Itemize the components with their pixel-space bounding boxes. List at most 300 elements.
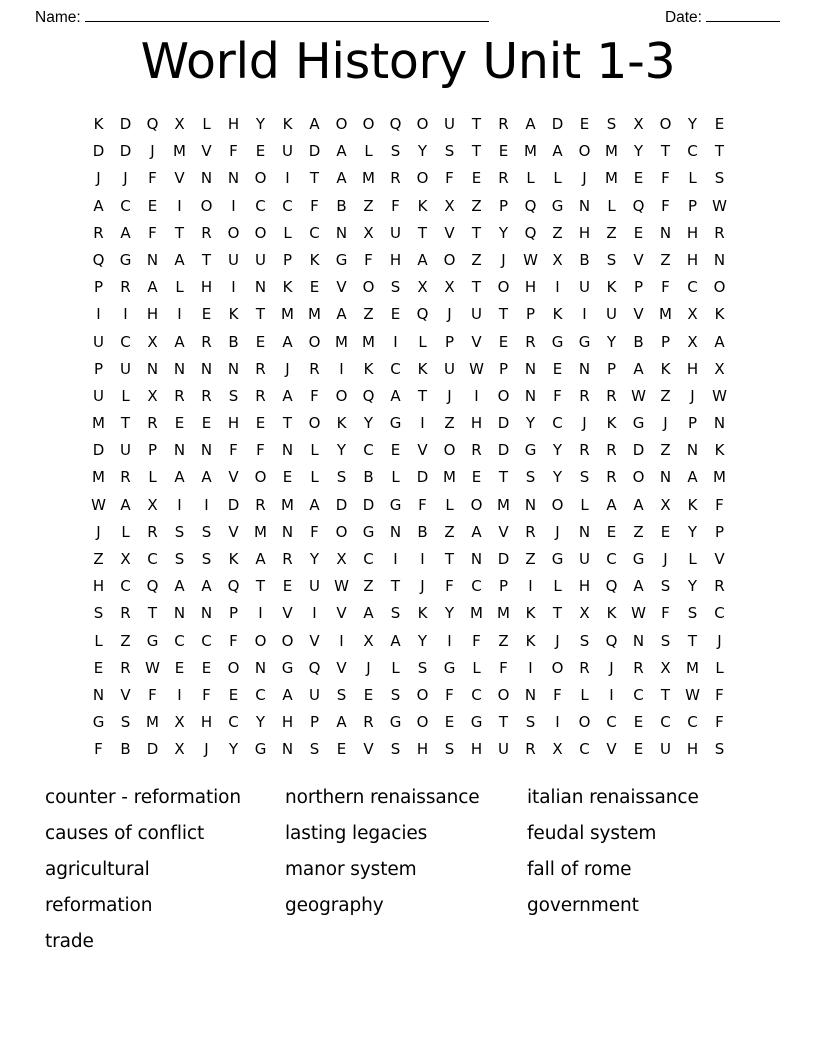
grid-cell[interactable]: M (605, 142, 618, 161)
grid-cell[interactable]: T (120, 414, 131, 433)
grid-cell[interactable]: G (551, 550, 564, 568)
grid-cell[interactable]: S (660, 631, 671, 650)
grid-cell[interactable]: Z (660, 250, 671, 269)
grid-cell[interactable]: F (472, 631, 481, 650)
grid-cell[interactable]: C (255, 685, 266, 704)
grid-cell[interactable]: U (228, 250, 239, 269)
grid-cell[interactable]: E (633, 169, 644, 188)
grid-cell[interactable]: V (363, 740, 374, 759)
grid-cell[interactable]: O (254, 631, 267, 650)
grid-cell[interactable]: J (690, 386, 695, 405)
grid-cell[interactable]: S (525, 713, 536, 732)
grid-cell[interactable]: R (255, 359, 266, 378)
grid-cell[interactable]: U (444, 359, 455, 378)
grid-cell[interactable]: A (282, 386, 293, 405)
word-list-item[interactable]: northern renaissance (285, 787, 480, 808)
grid-cell[interactable]: M (362, 332, 375, 351)
grid-cell[interactable]: O (497, 278, 510, 297)
grid-cell[interactable]: C (606, 713, 617, 732)
grid-cell[interactable]: N (281, 522, 294, 541)
grid-cell[interactable]: J (366, 658, 371, 677)
grid-cell[interactable]: I (231, 278, 236, 297)
grid-cell[interactable]: T (714, 142, 725, 161)
grid-cell[interactable]: C (363, 550, 374, 568)
grid-cell[interactable]: F (445, 577, 454, 596)
grid-cell[interactable]: R (147, 522, 158, 541)
grid-cell[interactable]: N (173, 604, 186, 623)
grid-cell[interactable]: V (633, 305, 644, 324)
grid-cell[interactable]: S (525, 468, 536, 487)
grid-cell[interactable]: I (528, 577, 533, 596)
grid-cell[interactable]: S (444, 142, 455, 161)
grid-cell[interactable]: C (120, 577, 131, 596)
grid-cell[interactable]: S (174, 550, 185, 568)
grid-cell[interactable]: Q (227, 577, 240, 596)
grid-cell[interactable]: L (553, 577, 562, 596)
grid-cell[interactable]: J (555, 522, 560, 541)
grid-cell[interactable]: A (336, 305, 347, 324)
grid-cell[interactable]: K (417, 359, 428, 378)
grid-cell[interactable]: V (120, 685, 131, 704)
grid-cell[interactable]: E (552, 359, 563, 378)
grid-cell[interactable]: O (578, 713, 591, 732)
grid-cell[interactable]: N (686, 441, 699, 460)
grid-cell[interactable]: S (201, 522, 212, 541)
grid-cell[interactable]: F (310, 196, 319, 215)
grid-cell[interactable]: Y (444, 604, 455, 623)
grid-cell[interactable]: O (551, 658, 564, 677)
grid-cell[interactable]: C (363, 441, 374, 460)
grid-cell[interactable]: R (390, 169, 401, 188)
grid-cell[interactable]: R (363, 713, 374, 732)
grid-cell[interactable]: H (200, 713, 213, 732)
grid-cell[interactable]: R (174, 386, 185, 405)
grid-cell[interactable]: I (609, 685, 614, 704)
grid-cell[interactable]: T (552, 604, 563, 623)
grid-cell[interactable]: Z (363, 305, 374, 324)
grid-cell[interactable]: V (336, 604, 347, 623)
grid-cell[interactable]: R (525, 522, 536, 541)
grid-cell[interactable]: W (91, 495, 106, 514)
grid-cell[interactable]: L (121, 522, 130, 541)
grid-cell[interactable]: X (687, 305, 698, 324)
grid-cell[interactable]: E (714, 115, 725, 133)
grid-cell[interactable]: L (580, 495, 589, 514)
grid-cell[interactable]: U (282, 142, 293, 161)
grid-cell[interactable]: T (309, 169, 320, 188)
grid-cell[interactable]: G (524, 441, 537, 460)
grid-cell[interactable]: M (92, 468, 105, 487)
grid-cell[interactable]: K (282, 278, 293, 297)
grid-cell[interactable]: M (659, 305, 672, 324)
grid-cell[interactable]: R (201, 223, 212, 242)
grid-cell[interactable]: V (228, 522, 239, 541)
grid-cell[interactable]: K (417, 604, 428, 623)
grid-cell[interactable]: S (606, 115, 617, 133)
grid-cell[interactable]: R (606, 468, 617, 487)
grid-cell[interactable]: B (336, 196, 347, 215)
grid-cell[interactable]: X (336, 550, 347, 568)
grid-cell[interactable]: X (417, 278, 428, 297)
grid-cell[interactable]: H (281, 713, 294, 732)
grid-cell[interactable]: N (524, 386, 537, 405)
grid-cell[interactable]: O (443, 250, 456, 269)
grid-cell[interactable]: A (417, 250, 428, 269)
grid-cell[interactable]: E (282, 468, 293, 487)
grid-cell[interactable]: R (255, 386, 266, 405)
grid-cell[interactable]: V (498, 522, 509, 541)
grid-cell[interactable]: U (309, 577, 320, 596)
grid-cell[interactable]: M (713, 468, 726, 487)
grid-cell[interactable]: R (606, 386, 617, 405)
grid-cell[interactable]: F (715, 685, 724, 704)
grid-cell[interactable]: F (445, 685, 454, 704)
grid-cell[interactable]: I (177, 196, 182, 215)
grid-cell[interactable]: K (336, 414, 347, 433)
grid-cell[interactable]: A (309, 495, 320, 514)
grid-cell[interactable]: A (201, 468, 212, 487)
grid-cell[interactable]: J (663, 414, 668, 433)
grid-cell[interactable]: I (231, 196, 236, 215)
grid-cell[interactable]: P (309, 713, 320, 732)
grid-cell[interactable]: G (632, 550, 645, 568)
grid-cell[interactable]: M (470, 604, 483, 623)
grid-cell[interactable]: X (579, 604, 590, 623)
grid-cell[interactable]: Q (605, 631, 618, 650)
grid-cell[interactable]: I (420, 550, 425, 568)
grid-cell[interactable]: Z (498, 631, 509, 650)
grid-cell[interactable]: R (93, 223, 104, 242)
grid-cell[interactable]: T (147, 604, 158, 623)
grid-cell[interactable]: E (201, 658, 212, 677)
grid-cell[interactable]: Z (363, 196, 374, 215)
grid-cell[interactable]: X (363, 631, 374, 650)
grid-cell[interactable]: R (309, 359, 320, 378)
grid-cell[interactable]: I (123, 305, 128, 324)
grid-cell[interactable]: B (120, 740, 131, 759)
grid-cell[interactable]: M (524, 142, 537, 161)
grid-cell[interactable]: R (579, 441, 590, 460)
grid-cell[interactable]: H (524, 278, 537, 297)
grid-cell[interactable]: J (582, 414, 587, 433)
grid-cell[interactable]: L (580, 685, 589, 704)
grid-cell[interactable]: M (146, 713, 159, 732)
grid-cell[interactable]: O (362, 115, 375, 133)
grid-cell[interactable]: R (714, 577, 725, 596)
grid-cell[interactable]: Z (444, 414, 455, 433)
grid-cell[interactable]: G (362, 522, 375, 541)
grid-cell[interactable]: E (255, 332, 266, 351)
grid-cell[interactable]: Z (660, 386, 671, 405)
grid-cell[interactable]: N (227, 169, 240, 188)
grid-cell[interactable]: I (312, 604, 317, 623)
grid-cell[interactable]: A (336, 713, 347, 732)
grid-cell[interactable]: E (174, 658, 185, 677)
grid-cell[interactable]: E (390, 441, 401, 460)
grid-cell[interactable]: N (200, 441, 213, 460)
word-list-item[interactable]: government (527, 895, 639, 916)
grid-cell[interactable]: F (229, 441, 238, 460)
grid-cell[interactable]: W (469, 359, 484, 378)
grid-cell[interactable]: O (416, 713, 429, 732)
grid-cell[interactable]: S (336, 685, 347, 704)
grid-cell[interactable]: Z (525, 550, 536, 568)
grid-cell[interactable]: J (285, 359, 290, 378)
grid-cell[interactable]: Y (687, 115, 698, 133)
grid-cell[interactable]: Y (417, 142, 428, 161)
grid-cell[interactable]: C (471, 685, 482, 704)
grid-cell[interactable]: P (93, 359, 104, 378)
grid-cell[interactable]: E (390, 305, 401, 324)
grid-cell[interactable]: L (472, 658, 481, 677)
grid-cell[interactable]: M (281, 305, 294, 324)
grid-cell[interactable]: F (499, 658, 508, 677)
word-list-item[interactable]: causes of conflict (45, 823, 205, 844)
grid-cell[interactable]: J (663, 550, 668, 568)
grid-cell[interactable]: P (498, 359, 509, 378)
grid-cell[interactable]: G (281, 658, 294, 677)
grid-cell[interactable]: X (633, 115, 644, 133)
grid-cell[interactable]: W (712, 196, 727, 215)
grid-cell[interactable]: L (391, 468, 400, 487)
grid-cell[interactable]: R (525, 332, 536, 351)
grid-cell[interactable]: N (578, 522, 591, 541)
grid-cell[interactable]: V (336, 658, 347, 677)
grid-cell[interactable]: I (420, 414, 425, 433)
grid-cell[interactable]: D (92, 441, 105, 460)
grid-cell[interactable]: T (471, 142, 482, 161)
grid-cell[interactable]: R (498, 169, 509, 188)
grid-cell[interactable]: L (688, 550, 697, 568)
grid-cell[interactable]: E (633, 223, 644, 242)
grid-cell[interactable]: W (631, 604, 646, 623)
grid-cell[interactable]: O (254, 468, 267, 487)
grid-cell[interactable]: F (256, 441, 265, 460)
grid-cell[interactable]: H (389, 250, 402, 269)
grid-cell[interactable]: F (94, 740, 103, 759)
grid-cell[interactable]: C (552, 414, 563, 433)
grid-cell[interactable]: F (310, 522, 319, 541)
grid-cell[interactable]: D (119, 115, 132, 133)
grid-cell[interactable]: N (524, 495, 537, 514)
grid-cell[interactable]: Q (632, 196, 645, 215)
grid-cell[interactable]: P (633, 278, 644, 297)
grid-cell[interactable]: I (555, 278, 560, 297)
grid-cell[interactable]: W (631, 386, 646, 405)
grid-cell[interactable]: O (497, 386, 510, 405)
word-list-item[interactable]: fall of rome (527, 859, 632, 880)
grid-cell[interactable]: D (632, 441, 645, 460)
grid-cell[interactable]: I (96, 305, 101, 324)
grid-cell[interactable]: P (147, 441, 158, 460)
grid-cell[interactable]: E (660, 522, 671, 541)
grid-cell[interactable]: U (390, 223, 401, 242)
grid-cell[interactable]: F (148, 685, 157, 704)
grid-cell[interactable]: I (582, 305, 587, 324)
grid-cell[interactable]: F (715, 713, 724, 732)
grid-cell[interactable]: L (310, 441, 319, 460)
grid-cell[interactable]: I (339, 359, 344, 378)
grid-cell[interactable]: H (227, 115, 240, 133)
grid-cell[interactable]: E (471, 169, 482, 188)
grid-cell[interactable]: H (470, 740, 483, 759)
grid-cell[interactable]: P (714, 522, 725, 541)
grid-cell[interactable]: X (174, 713, 185, 732)
grid-cell[interactable]: M (308, 305, 321, 324)
word-list-item[interactable]: feudal system (527, 823, 657, 844)
grid-cell[interactable]: M (443, 468, 456, 487)
grid-cell[interactable]: L (553, 169, 562, 188)
grid-cell[interactable]: A (201, 577, 212, 596)
grid-cell[interactable]: J (96, 522, 101, 541)
grid-cell[interactable]: R (120, 604, 131, 623)
grid-cell[interactable]: I (177, 305, 182, 324)
grid-cell[interactable]: M (281, 495, 294, 514)
grid-cell[interactable]: E (579, 115, 590, 133)
grid-cell[interactable]: B (633, 332, 644, 351)
grid-cell[interactable]: I (555, 713, 560, 732)
grid-cell[interactable]: E (309, 278, 320, 297)
grid-cell[interactable]: F (148, 169, 157, 188)
grid-cell[interactable]: Y (363, 414, 374, 433)
grid-cell[interactable]: Y (552, 468, 563, 487)
grid-cell[interactable]: Q (389, 115, 402, 133)
grid-cell[interactable]: G (389, 713, 402, 732)
grid-cell[interactable]: Q (416, 305, 429, 324)
grid-cell[interactable]: Y (687, 522, 698, 541)
grid-cell[interactable]: P (228, 604, 239, 623)
grid-cell[interactable]: M (362, 169, 375, 188)
grid-cell[interactable]: Q (362, 386, 375, 405)
grid-cell[interactable]: R (201, 332, 212, 351)
grid-cell[interactable]: N (281, 740, 294, 759)
grid-cell[interactable]: N (470, 550, 483, 568)
grid-cell[interactable]: T (282, 414, 293, 433)
grid-cell[interactable]: W (334, 577, 349, 596)
grid-cell[interactable]: O (416, 169, 429, 188)
grid-cell[interactable]: H (92, 577, 105, 596)
grid-cell[interactable]: V (606, 740, 617, 759)
grid-cell[interactable]: Y (552, 441, 563, 460)
grid-cell[interactable]: K (228, 550, 239, 568)
grid-cell[interactable]: M (254, 522, 267, 541)
grid-cell[interactable]: E (93, 658, 104, 677)
grid-cell[interactable]: F (310, 386, 319, 405)
grid-cell[interactable]: A (120, 223, 131, 242)
grid-cell[interactable]: T (201, 250, 212, 269)
grid-cell[interactable]: P (660, 332, 671, 351)
grid-cell[interactable]: C (687, 142, 698, 161)
grid-cell[interactable]: G (119, 250, 132, 269)
grid-cell[interactable]: U (471, 305, 482, 324)
grid-cell[interactable]: N (335, 223, 348, 242)
grid-cell[interactable]: E (633, 713, 644, 732)
grid-cell[interactable]: L (310, 468, 319, 487)
grid-cell[interactable]: R (579, 386, 590, 405)
grid-cell[interactable]: Z (93, 550, 104, 568)
grid-cell[interactable]: S (390, 740, 401, 759)
grid-cell[interactable]: B (417, 522, 428, 541)
grid-cell[interactable]: H (200, 278, 213, 297)
grid-cell[interactable]: P (687, 196, 698, 215)
date-write-line[interactable] (706, 8, 780, 22)
grid-cell[interactable]: L (526, 169, 535, 188)
grid-cell[interactable]: Y (255, 115, 266, 133)
grid-cell[interactable]: J (96, 169, 101, 188)
grid-cell[interactable]: A (714, 332, 725, 351)
grid-cell[interactable]: O (632, 468, 645, 487)
grid-cell[interactable]: H (686, 740, 699, 759)
grid-cell[interactable]: N (146, 359, 159, 378)
grid-cell[interactable]: J (447, 386, 452, 405)
grid-cell[interactable]: Q (524, 223, 537, 242)
grid-cell[interactable]: C (687, 713, 698, 732)
grid-cell[interactable]: X (147, 386, 158, 405)
grid-cell[interactable]: Y (255, 713, 266, 732)
grid-cell[interactable]: C (714, 604, 725, 623)
grid-cell[interactable]: A (633, 577, 644, 596)
grid-cell[interactable]: Z (660, 441, 671, 460)
grid-cell[interactable]: J (582, 169, 587, 188)
word-list-item[interactable]: agricultural (45, 859, 150, 880)
grid-cell[interactable]: D (497, 441, 510, 460)
grid-cell[interactable]: X (687, 332, 698, 351)
grid-cell[interactable]: P (498, 577, 509, 596)
grid-cell[interactable]: K (606, 278, 617, 297)
grid-cell[interactable]: I (393, 550, 398, 568)
grid-cell[interactable]: O (227, 658, 240, 677)
grid-cell[interactable]: N (173, 359, 186, 378)
grid-cell[interactable]: N (524, 685, 537, 704)
grid-cell[interactable]: P (282, 250, 293, 269)
grid-cell[interactable]: E (498, 332, 509, 351)
grid-cell[interactable]: Y (687, 577, 698, 596)
grid-cell[interactable]: K (606, 414, 617, 433)
grid-cell[interactable]: C (471, 577, 482, 596)
grid-cell[interactable]: V (471, 332, 482, 351)
grid-cell[interactable]: C (174, 631, 185, 650)
grid-cell[interactable]: O (416, 685, 429, 704)
grid-cell[interactable]: A (120, 495, 131, 514)
grid-cell[interactable]: X (174, 115, 185, 133)
word-list-item[interactable]: lasting legacies (285, 823, 428, 844)
name-write-line[interactable] (85, 8, 489, 22)
grid-cell[interactable]: L (391, 658, 400, 677)
grid-cell[interactable]: C (687, 278, 698, 297)
grid-cell[interactable]: C (228, 713, 239, 732)
grid-cell[interactable]: P (498, 196, 509, 215)
grid-cell[interactable]: N (200, 359, 213, 378)
grid-cell[interactable]: R (120, 658, 131, 677)
grid-cell[interactable]: M (173, 142, 186, 161)
grid-cell[interactable]: H (470, 414, 483, 433)
grid-cell[interactable]: A (309, 115, 320, 133)
grid-cell[interactable]: A (390, 631, 401, 650)
grid-cell[interactable]: H (416, 740, 429, 759)
grid-cell[interactable]: A (255, 550, 266, 568)
grid-cell[interactable]: F (148, 223, 157, 242)
word-list-item[interactable]: trade (45, 931, 94, 952)
grid-cell[interactable]: C (606, 550, 617, 568)
grid-cell[interactable]: A (282, 332, 293, 351)
grid-cell[interactable]: W (685, 685, 700, 704)
grid-cell[interactable]: X (444, 196, 455, 215)
grid-cell[interactable]: S (579, 631, 590, 650)
grid-cell[interactable]: F (661, 169, 670, 188)
grid-cell[interactable]: X (147, 495, 158, 514)
grid-cell[interactable]: E (201, 414, 212, 433)
grid-cell[interactable]: I (393, 332, 398, 351)
